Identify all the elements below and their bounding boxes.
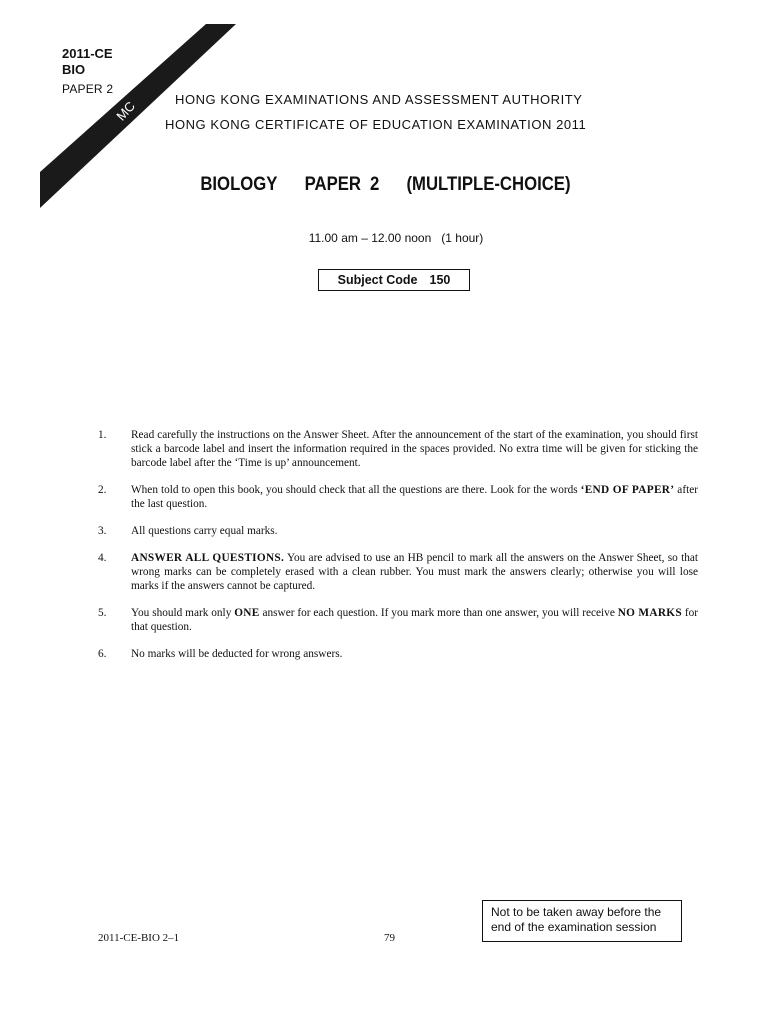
exam-time: 11.00 am – 12.00 noon (1 hour) — [308, 231, 484, 245]
instruction-text-part: You are advised to use an HB pencil to mark all the answers on the Answer Sheet, so that wrong marks can be completely erased with a clean rubber. You must mark the answers clearly; otherwise you will lose marks if the answers cannot be captured. — [131, 552, 699, 592]
instruction-text-part: after the last question. — [131, 484, 698, 510]
instruction-item — [98, 428, 698, 470]
instruction-item — [98, 606, 698, 634]
instruction-text: No marks will be deducted for wrong answers. — [131, 648, 343, 660]
subject-code-box — [318, 269, 470, 291]
instruction-number: 4. — [98, 552, 107, 564]
instruction-text: All questions carry equal marks. — [131, 525, 278, 537]
instruction-number: 2. — [98, 484, 107, 496]
instruction-item — [98, 524, 698, 538]
title-paper: PAPER 2 — [304, 174, 380, 195]
instruction-item — [98, 551, 698, 593]
instruction-item — [98, 483, 698, 511]
exam-name: HONG KONG CERTIFICATE OF EDUCATION EXAMINATION 2011 — [165, 117, 587, 132]
instruction-emphasis: ‘END OF PAPER’ — [580, 484, 675, 496]
title-type: (MULTIPLE-CHOICE) — [406, 174, 571, 195]
instruction-number: 5. — [98, 607, 107, 619]
paper-title — [48, 174, 724, 196]
subject-code-value: 150 — [429, 273, 451, 287]
instruction-text-part: answer for each question. If you mark more than one answer, you will receive — [259, 607, 618, 619]
instruction-number: 6. — [98, 648, 107, 660]
title-subject: BIOLOGY — [200, 174, 278, 195]
instruction-text: Read carefully the instructions on the Answer Sheet. After the announcement of the start of the examination, you should first stick a barcode label and insert the information required in the spaces provided. No extra time will be given for sticking the barcode label after the ‘Time is up’ announcement. — [131, 429, 698, 469]
instructions-list — [98, 428, 698, 674]
paper-code-block — [62, 46, 113, 97]
paper-number: PAPER 2 — [62, 82, 114, 96]
instruction-number: 1. — [98, 429, 107, 441]
instruction-emphasis: ONE — [234, 607, 260, 619]
year-code: 2011-CE — [62, 46, 113, 61]
instruction-text-part: You should mark only — [131, 607, 235, 619]
instruction-emphasis: NO MARKS — [617, 607, 682, 619]
subject-abbrev: BIO — [62, 62, 86, 77]
subject-code-label: Subject Code — [337, 273, 418, 287]
footer-paper-code: 2011-CE-BIO 2–1 — [98, 932, 180, 944]
page-number: 79 — [384, 932, 395, 944]
instruction-text — [131, 606, 698, 634]
band-label: MC — [113, 98, 138, 124]
instruction-number: 3. — [98, 525, 107, 537]
instruction-text — [131, 483, 698, 511]
notice-box: Not to be taken away before the end of the examination session — [482, 900, 682, 942]
instruction-text — [131, 551, 698, 593]
instruction-text-part: When told to open this book, you should check that all the questions are there. Look for the words — [131, 484, 581, 496]
instruction-item — [98, 647, 698, 661]
instruction-text-part: for that question. — [131, 607, 699, 633]
instruction-emphasis: ANSWER ALL QUESTIONS. — [131, 552, 285, 564]
authority-name: HONG KONG EXAMINATIONS AND ASSESSMENT AUTHORITY — [175, 92, 583, 107]
